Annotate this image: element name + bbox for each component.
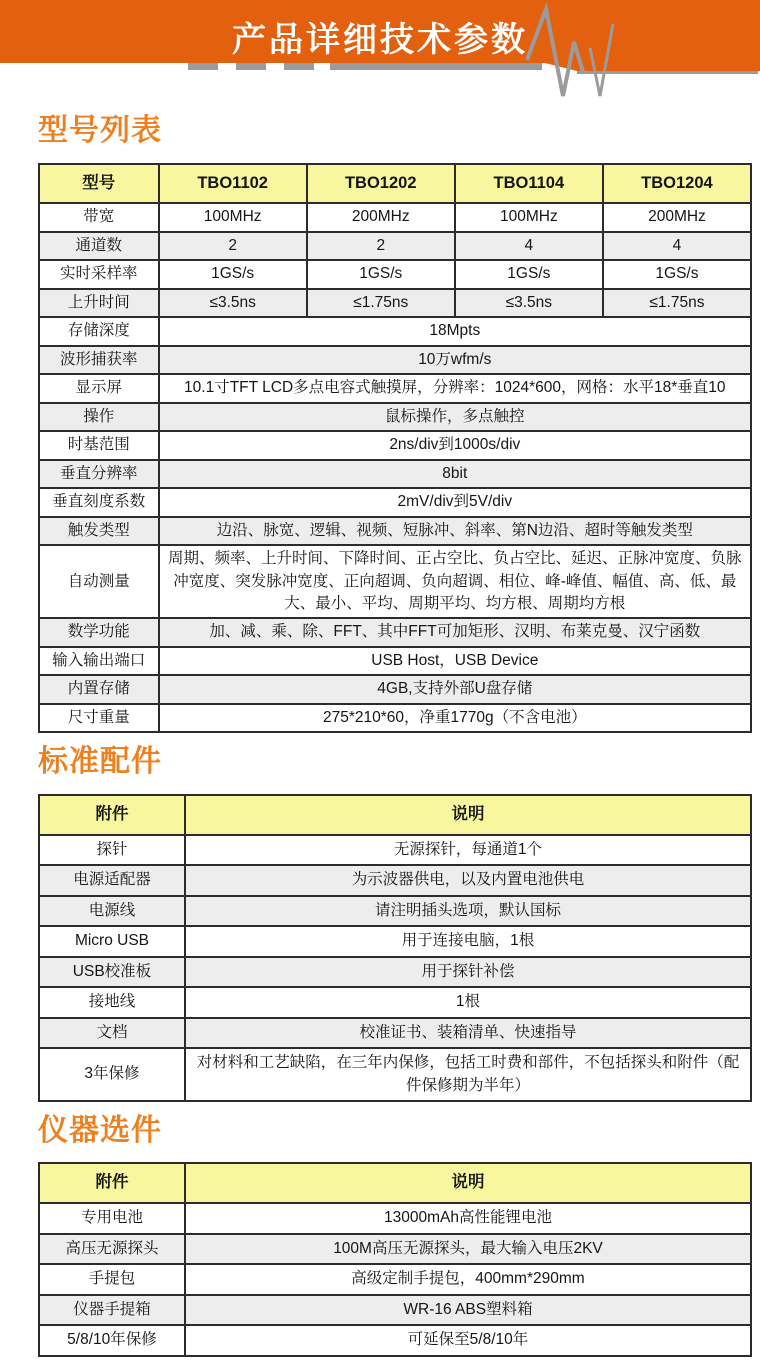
spec-value-cell: 2mV/div到5V/div [159, 488, 751, 516]
spec-value-cell: 加、减、乘、除、FFT、其中FFT可加矩形、汉明、布莱克曼、汉宁函数 [159, 618, 751, 646]
section-accessories [38, 745, 752, 1102]
section-options [38, 1114, 752, 1357]
spec-value-cell: 100M高压无源探头，最大输入电压2KV [185, 1234, 751, 1264]
table-row [39, 1018, 751, 1048]
table-row [39, 203, 751, 231]
table-header-row [39, 164, 751, 204]
spec-value-cell: 用于连接电脑，1根 [185, 926, 751, 956]
title-shadow-bar [330, 63, 542, 70]
dash-decor [188, 63, 218, 70]
table-row [39, 1203, 751, 1233]
spec-label-cell: 高压无源探头 [39, 1234, 185, 1264]
table-row [39, 987, 751, 1017]
column-header: TBO1202 [307, 164, 455, 204]
spec-label-cell: 显示屏 [39, 374, 159, 402]
table-row [39, 374, 751, 402]
spec-value-cell: 高级定制手提包，400mm*290mm [185, 1264, 751, 1294]
spec-label-cell: 内置存储 [39, 675, 159, 703]
spec-value-cell: 4GB,支持外部U盘存储 [159, 675, 751, 703]
table-row [39, 1048, 751, 1101]
spec-label-cell: 仪器手提箱 [39, 1295, 185, 1325]
spec-label-cell: 上升时间 [39, 289, 159, 317]
table-row [39, 865, 751, 895]
spec-label-cell: 电源线 [39, 896, 185, 926]
column-header: 附件 [39, 1163, 185, 1203]
spec-label-cell: Micro USB [39, 926, 185, 956]
spec-value-cell: 1GS/s [307, 260, 455, 288]
spec-value-cell: 10万wfm/s [159, 346, 751, 374]
table-row [39, 1234, 751, 1264]
table-row [39, 1295, 751, 1325]
table-row [39, 517, 751, 545]
section-models [38, 114, 752, 733]
column-header: 说明 [185, 1163, 751, 1203]
spec-label-cell: USB校准板 [39, 957, 185, 987]
spec-label-cell: 波形捕获率 [39, 346, 159, 374]
column-header: TBO1204 [603, 164, 751, 204]
spec-label-cell: 专用电池 [39, 1203, 185, 1233]
spec-value-cell: 13000mAh高性能锂电池 [185, 1203, 751, 1233]
spec-value-cell: ≤1.75ns [307, 289, 455, 317]
spec-label-cell: 接地线 [39, 987, 185, 1017]
spec-label-cell: 文档 [39, 1018, 185, 1048]
table-row [39, 957, 751, 987]
spec-value-cell: 100MHz [159, 203, 307, 231]
spec-label-cell: 存储深度 [39, 317, 159, 345]
spec-value-cell: 2ns/div到1000s/div [159, 431, 751, 459]
table-row [39, 1325, 751, 1355]
spec-label-cell: 垂直刻度系数 [39, 488, 159, 516]
spec-value-cell: 可延保至5/8/10年 [185, 1325, 751, 1355]
spec-label-cell: 尺寸重量 [39, 704, 159, 732]
spec-label-cell: 数学功能 [39, 618, 159, 646]
spec-value-cell: WR-16 ABS塑料箱 [185, 1295, 751, 1325]
column-header: TBO1104 [455, 164, 603, 204]
spec-value-cell: 2 [307, 232, 455, 260]
spec-label-cell: 输入输出端口 [39, 647, 159, 675]
table-row [39, 1264, 751, 1294]
table-row [39, 618, 751, 646]
spec-value-cell: 1GS/s [603, 260, 751, 288]
table-row [39, 460, 751, 488]
column-header: 附件 [39, 795, 185, 835]
table-row [39, 704, 751, 732]
section-heading-models: 型号列表 [38, 114, 162, 147]
table-row [39, 260, 751, 288]
spec-value-cell: 请注明插头选项，默认国标 [185, 896, 751, 926]
section-heading-options: 仪器选件 [38, 1113, 162, 1147]
table-row [39, 926, 751, 956]
spec-value-cell: ≤1.75ns [603, 289, 751, 317]
table-row [39, 896, 751, 926]
spec-label-cell: 手提包 [39, 1264, 185, 1294]
table-row [39, 289, 751, 317]
page-title: 产品详细技术参数 [232, 21, 528, 59]
spec-value-cell: 18Mpts [159, 317, 751, 345]
table-row [39, 346, 751, 374]
spec-value-cell: 边沿、脉宽、逻辑、视频、短脉冲、斜率、第N边沿、超时等触发类型 [159, 517, 751, 545]
spec-value-cell: 10.1寸TFT LCD多点电容式触摸屏，分辨率：1024*600，网格：水平18*垂直10 [159, 374, 751, 402]
spec-value-cell: 对材料和工艺缺陷，在三年内保修，包括工时费和部件，不包括探头和附件（配件保修期为半年） [185, 1048, 751, 1101]
spec-value-cell: 2 [159, 232, 307, 260]
accessories-table [38, 794, 752, 1102]
spec-value-cell: ≤3.5ns [159, 289, 307, 317]
table-row [39, 232, 751, 260]
spec-value-cell: USB Host，USB Device [159, 647, 751, 675]
spec-value-cell: 鼠标操作，多点触控 [159, 403, 751, 431]
dash-decor [284, 63, 314, 70]
table-row [39, 647, 751, 675]
spec-value-cell: 周期、频率、上升时间、下降时间、正占空比、负占空比、延迟、正脉冲宽度、负脉冲宽度、突发脉冲宽度、正向超调、负向超调、相位、峰-峰值、幅值、高、低、最大、最小、平均、周期平均、均方根、周期均方根 [159, 545, 751, 618]
spec-label-cell: 探针 [39, 835, 185, 865]
spec-content [38, 114, 752, 1357]
table-row [39, 488, 751, 516]
spec-label-cell: 触发类型 [39, 517, 159, 545]
spec-label-cell: 时基范围 [39, 431, 159, 459]
table-row [39, 545, 751, 618]
dash-decor [236, 63, 266, 70]
spec-value-cell: ≤3.5ns [455, 289, 603, 317]
spec-label-cell: 电源适配器 [39, 865, 185, 895]
spec-value-cell: 4 [455, 232, 603, 260]
models-spec-table [38, 163, 752, 734]
spec-label-cell: 3年保修 [39, 1048, 185, 1101]
banner [0, 0, 760, 98]
spec-value-cell: 4 [603, 232, 751, 260]
table-row [39, 317, 751, 345]
column-header: 型号 [39, 164, 159, 204]
spec-label-cell: 带宽 [39, 203, 159, 231]
column-header: 说明 [185, 795, 751, 835]
spec-label-cell: 实时采样率 [39, 260, 159, 288]
spec-label-cell: 5/8/10年保修 [39, 1325, 185, 1355]
spec-value-cell: 100MHz [455, 203, 603, 231]
spec-value-cell: 1GS/s [455, 260, 603, 288]
spec-value-cell: 275*210*60，净重1770g（不含电池） [159, 704, 751, 732]
column-header: TBO1102 [159, 164, 307, 204]
spec-value-cell: 200MHz [603, 203, 751, 231]
table-row [39, 675, 751, 703]
options-table [38, 1162, 752, 1356]
spec-value-cell: 无源探针，每通道1个 [185, 835, 751, 865]
table-row [39, 403, 751, 431]
spec-value-cell: 1GS/s [159, 260, 307, 288]
spec-value-cell: 为示波器供电，以及内置电池供电 [185, 865, 751, 895]
spec-value-cell: 用于探针补偿 [185, 957, 751, 987]
spec-value-cell: 200MHz [307, 203, 455, 231]
spec-value-cell: 1根 [185, 987, 751, 1017]
spec-value-cell: 校准证书、装箱清单、快速指导 [185, 1018, 751, 1048]
table-header-row [39, 1163, 751, 1203]
spec-label-cell: 操作 [39, 403, 159, 431]
table-row [39, 835, 751, 865]
spec-label-cell: 通道数 [39, 232, 159, 260]
spec-value-cell: 8bit [159, 460, 751, 488]
table-row [39, 431, 751, 459]
spec-label-cell: 自动测量 [39, 545, 159, 618]
section-heading-accessories: 标准配件 [38, 745, 162, 779]
spec-label-cell: 垂直分辨率 [39, 460, 159, 488]
table-header-row [39, 795, 751, 835]
